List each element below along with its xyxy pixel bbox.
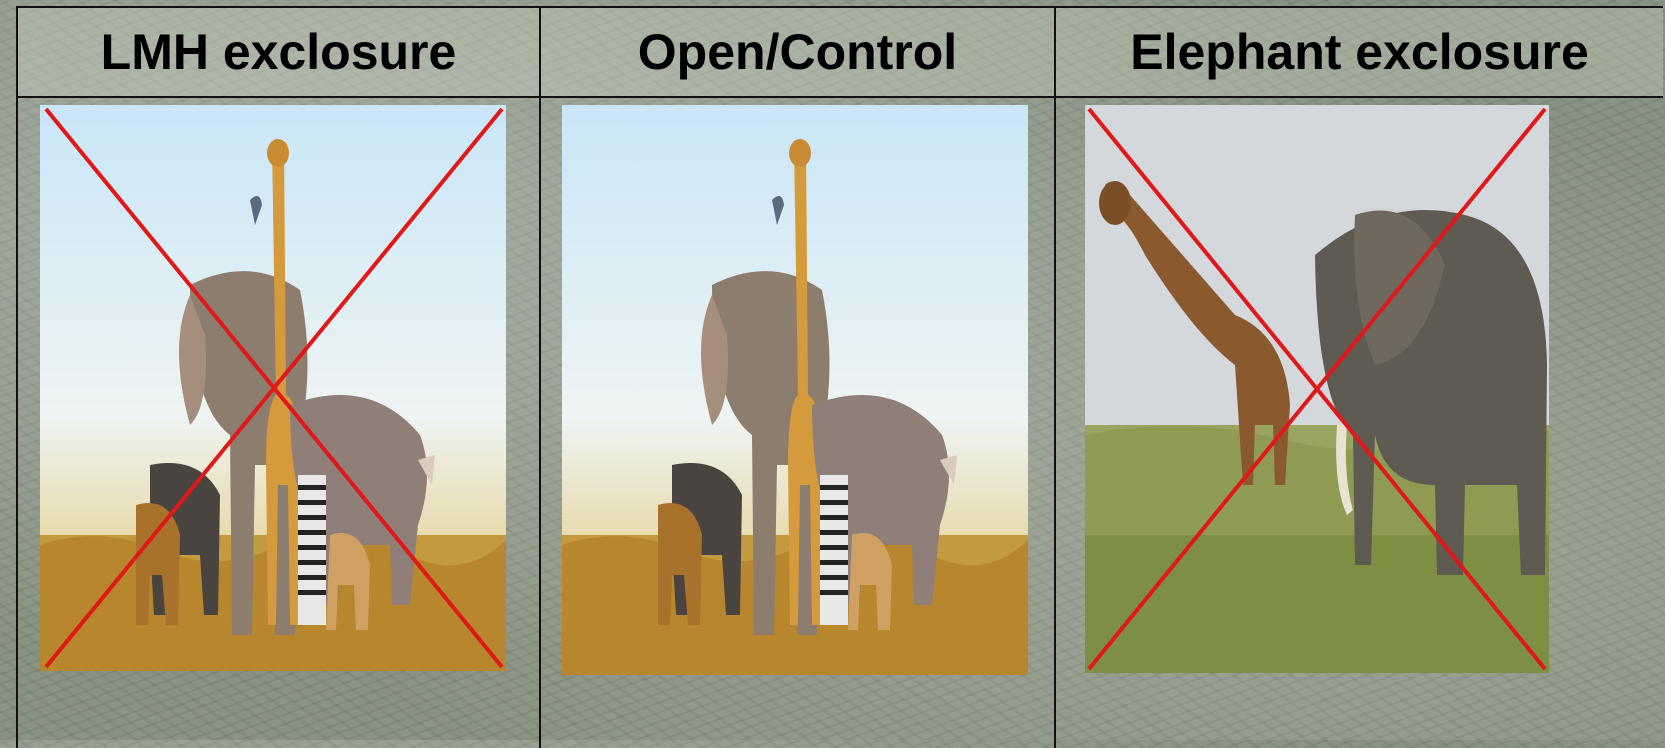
header-open-control: Open/Control: [541, 8, 1054, 98]
column-divider: [539, 8, 541, 748]
column-divider: [1054, 8, 1056, 748]
wildlife-group-image-lmh: [40, 105, 506, 671]
header-elephant-exclosure: Elephant exclosure: [1056, 8, 1663, 98]
wildlife-group-image-open: [562, 105, 1028, 675]
giraffe-elephant-image: [1085, 105, 1549, 673]
header-lmh-exclosure: LMH exclosure: [18, 8, 539, 98]
